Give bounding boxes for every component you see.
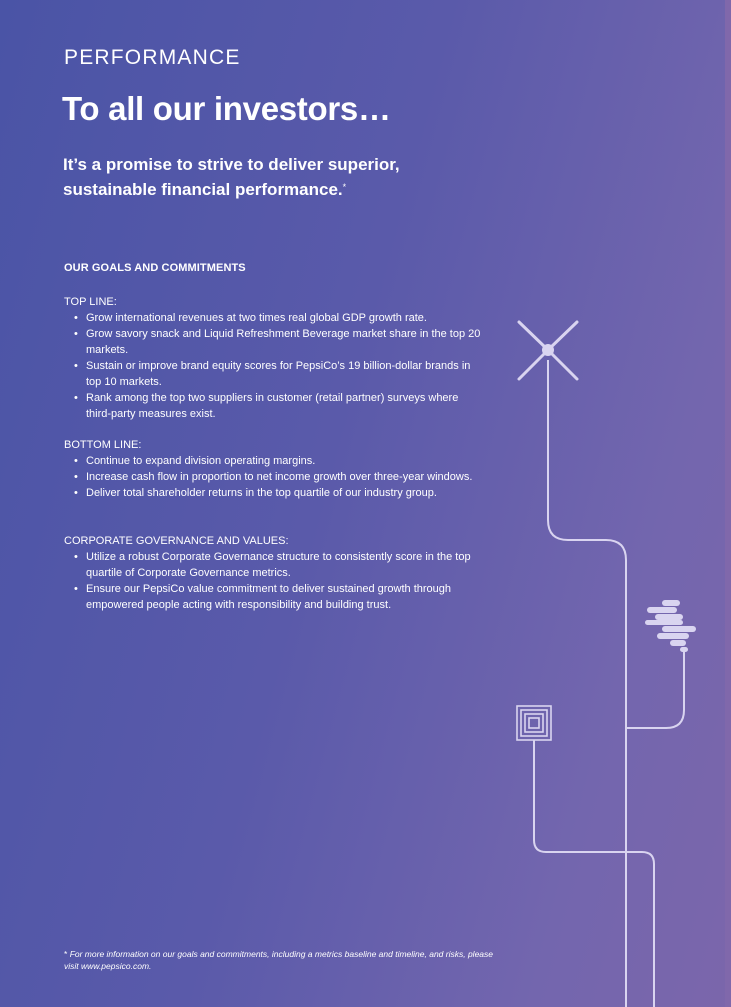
cloud-icon [645, 600, 696, 652]
goal-item: • Ensure our PepsiCo value commitment to deliver sustained growth through empowered people acting with responsibility and building trust. [64, 581, 484, 613]
goal-item: • Grow savory snack and Liquid Refreshment Beverage market share in the top 20 markets. [64, 326, 484, 358]
section-label: BOTTOM LINE: [64, 439, 142, 451]
goal-item: • Utilize a robust Corporate Governance structure to consistently score in the top quartile of Corporate Governance metrics. [64, 549, 484, 581]
goal-item: • Rank among the top two suppliers in customer (retail partner) surveys where third-party measures exist. [64, 390, 484, 422]
section-kicker: PERFORMANCE [64, 46, 241, 69]
square-spiral-icon [517, 706, 551, 740]
subheadline-footnote-mark: * [342, 182, 347, 192]
footnote [64, 948, 504, 972]
goal-item: • Continue to expand division operating margins. [64, 453, 484, 469]
goal-item: • Increase cash flow in proportion to net income growth over three-year windows. [64, 469, 484, 485]
footnote-text: For more information on our goals and commitments, including a metrics baseline and timeline, and risks, please visit www.pepsico.com. [64, 949, 493, 971]
page-title: To all our investors… [62, 90, 391, 127]
footnote-mark: * [64, 949, 68, 959]
section-label: CORPORATE GOVERNANCE AND VALUES: [64, 535, 289, 547]
goal-item: • Grow international revenues at two times real global GDP growth rate. [64, 310, 484, 326]
square-line [534, 740, 654, 1007]
goal-item: • Sustain or improve brand equity scores for PepsiCo’s 19 billion-dollar brands in top 10 markets. [64, 358, 484, 390]
subheadline-text: It’s a promise to strive to deliver superior, sustainable financial performance. [63, 155, 400, 199]
goal-item: • Deliver total shareholder returns in the top quartile of our industry group. [64, 485, 484, 501]
turbine-line [548, 360, 626, 1007]
cloud-line [626, 650, 684, 728]
section-label: TOP LINE: [64, 296, 117, 308]
goals-title: OUR GOALS AND COMMITMENTS [64, 262, 246, 274]
